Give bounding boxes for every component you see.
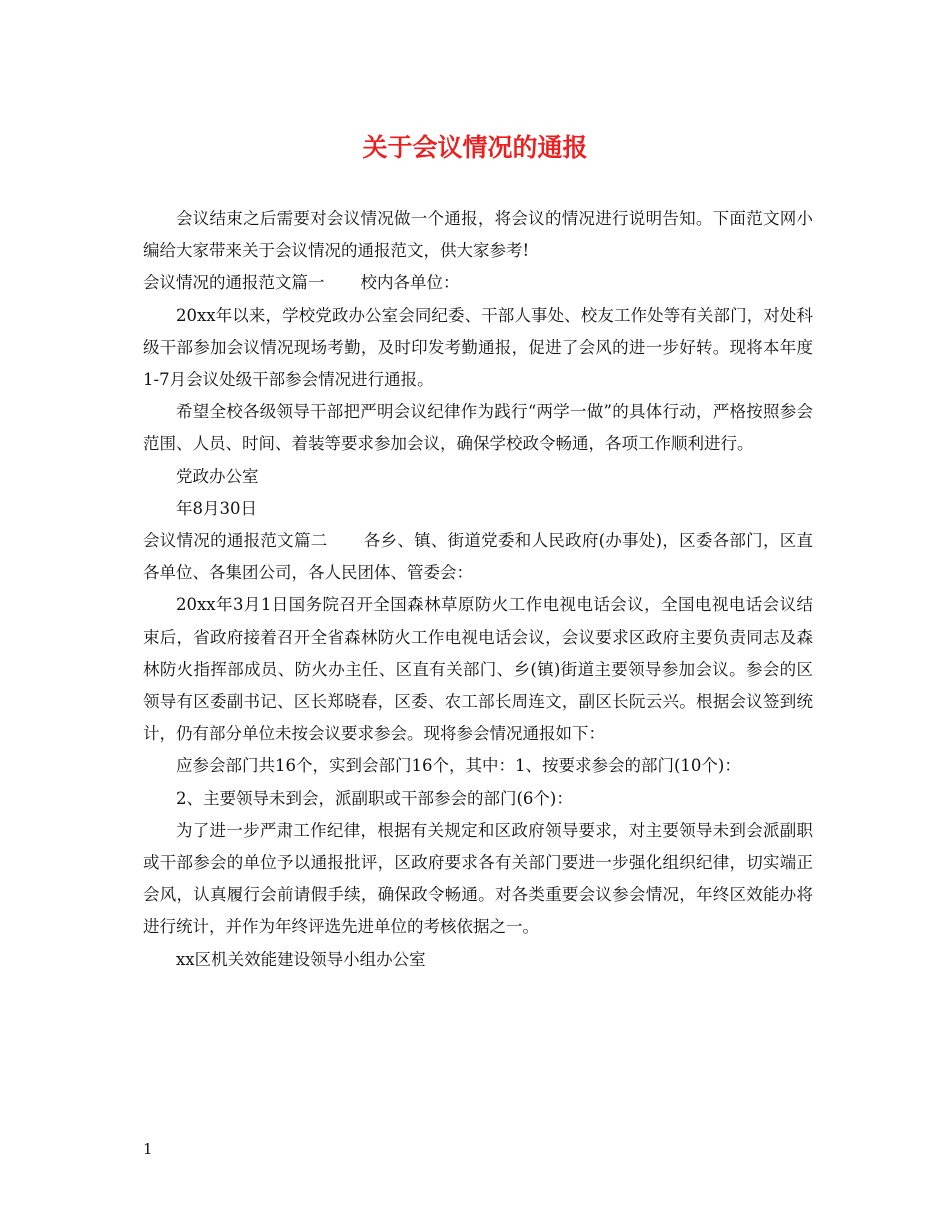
section1-date: 年8月30日 — [176, 498, 257, 518]
document-title: 关于会议情况的通报 — [362, 133, 588, 162]
intro-paragraph: 会议结束之后需要对会议情况做一个通报，将会议的情况进行说明告知。下面范文网小编给大家带来关于会议情况的通报范文，供大家参考! — [143, 209, 813, 261]
section2-signature: xx区机关效能建设领导小组办公室 — [176, 949, 426, 969]
document-body — [143, 203, 813, 976]
section1-paragraph-2: 希望全校各级领导干部把严明会议纪律作为践行“两学一做”的具体行动，严格按照参会范围、人员、时间、着装等要求参加会议，确保学校政令畅通，各项工作顺利进行。 — [143, 402, 813, 454]
section2-paragraph-1: 20xx年3月1日国务院召开全国森林草原防火工作电视电话会议，全国电视电话会议结束后，省政府接着召开全省森林防火工作电视电话会议，会议要求区政府主要负责同志及森林防火指挥部成员、防火办主任、区直有关部门、乡(镇)街道主要领导参加会议。参会的区领导有区委副书记、区长郑晓春，区委、农工部长周连文，副区长阮云兴。根据会议签到统计，仍有部分单位未按会议要求参会。现将参会情况通报如下： — [143, 595, 813, 744]
page-number: 1 — [143, 1140, 153, 1158]
section1-heading: 会议情况的通报范文篇一 — [143, 273, 325, 293]
section2-addressee: 各乡、镇、街道党委和人民政府(办事处)，区委各部门，区直各单位、各集团公司，各人民团体、管委会： — [143, 531, 814, 583]
section2-paragraph-4: 为了进一步严肃工作纪律，根据有关规定和区政府领导要求，对主要领导未到会派副职或干部参会的单位予以通报批评，区政府要求各有关部门要进一步强化组织纪律，切实端正会风，认真履行会前请假手续，确保政令畅通。对各类重要会议参会情况，年终区效能办将进行统计，并作为年终评选先进单位的考核依据之一。 — [143, 820, 813, 937]
section1-paragraph-1: 20xx年以来，学校党政办公室会同纪委、干部人事处、校友工作处等有关部门，对处科级干部参加会议情况现场考勤，及时印发考勤通报，促进了会风的进一步好转。现将本年度1-7月会议处级干部参会情况进行通报。 — [143, 305, 813, 390]
section2-heading-line — [143, 525, 813, 589]
section2-paragraph-2: 应参会部门共16个，实到会部门16个，其中：1、按要求参会的部门(10个)： — [176, 756, 741, 776]
section2-heading: 会议情况的通报范文篇二 — [143, 531, 328, 551]
section2-paragraph-3: 2、主要领导未到会，派副职或干部参会的部门(6个)： — [176, 788, 573, 808]
section1-signature: 党政办公室 — [176, 466, 259, 486]
section1-addressee: 校内各单位： — [360, 273, 460, 293]
section1-heading-line — [143, 267, 813, 299]
